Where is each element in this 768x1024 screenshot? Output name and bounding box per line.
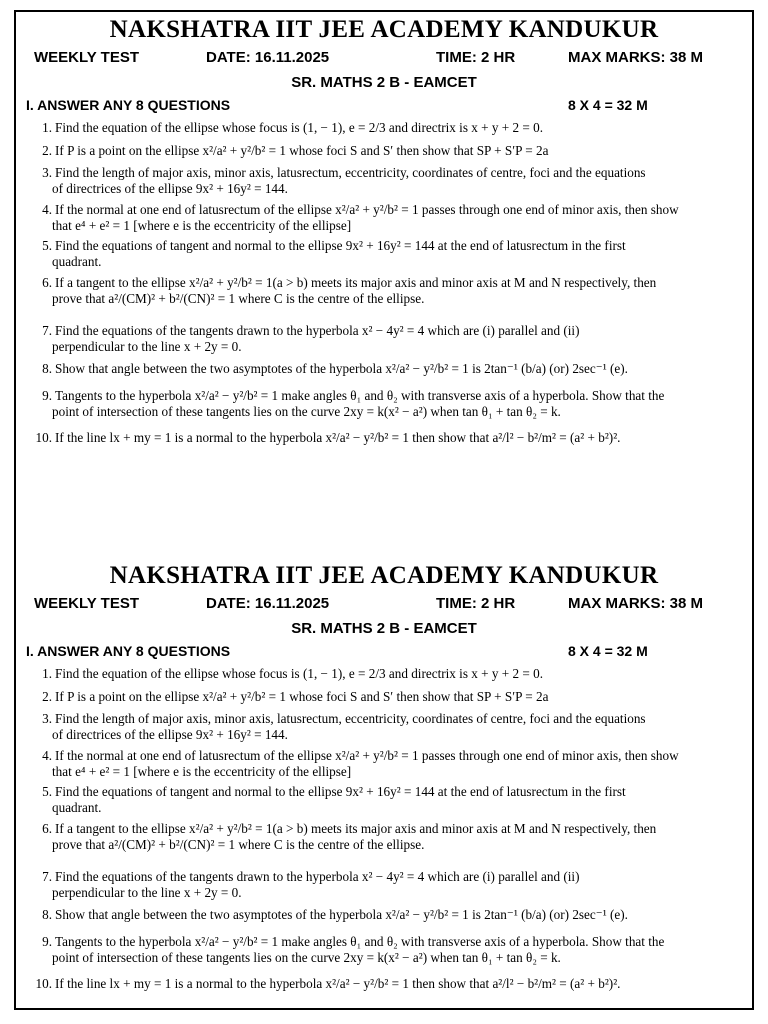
question-item (38, 143, 756, 159)
question-item (38, 869, 756, 900)
question-text: Find the equation of the ellipse whose focus is (1, − 1), e = 2/3 and directrix is x + y + 2 = 0. (55, 666, 544, 681)
test-date: DATE: 16.11.2025 (206, 49, 330, 66)
question-number: 6. (42, 275, 52, 290)
question-text: Show that angle between the two asymptotes of the hyperbola x²/a² − y²/b² = 1 is 2tan⁻¹ (b/a) (or) 2sec⁻¹ (e). (55, 907, 628, 922)
test-time: TIME: 2 HR (436, 595, 516, 612)
question-text: If the line lx + my = 1 is a normal to the hyperbola x²/a² − y²/b² = 1 then show that a²/l² − b²/m² = (a² + b²)². (55, 976, 621, 991)
test-type: WEEKLY TEST (34, 595, 140, 612)
question-number: 7. (42, 869, 52, 884)
question-text-continued: of directrices of the ellipse 9x² + 16y² = 144. (52, 180, 288, 196)
question-text: If the normal at one end of latusrectum of the ellipse x²/a² + y²/b² = 1 passes through one end of minor axis, then show (55, 202, 679, 217)
question-number: 4. (42, 748, 52, 763)
question-text-continued: perpendicular to the line x + 2y = 0. (52, 338, 242, 354)
max-marks: MAX MARKS: 38 M (568, 49, 704, 66)
question-number: 7. (42, 323, 52, 338)
section-heading: I. ANSWER ANY 8 QUESTIONS (26, 97, 231, 113)
question-text-continued: that e⁴ + e² = 1 [where e is the eccentricity of the ellipse] (52, 763, 352, 779)
page-border (14, 10, 754, 1010)
test-type: WEEKLY TEST (34, 49, 140, 66)
question-item (38, 748, 756, 779)
subject-title: SR. MATHS 2 B - EAMCET (291, 74, 477, 91)
question-text-continued: point of intersection of these tangents lies on the curve 2xy = k(x² − a²) when tan θ₁ + tan θ₂ = k. (52, 949, 561, 965)
question-number: 5. (42, 784, 52, 799)
question-text: Find the equations of tangent and normal to the ellipse 9x² + 16y² = 144 at the end of latusrectum in the first (55, 784, 626, 799)
question-text: Tangents to the hyperbola x²/a² − y²/b² = 1 make angles θ₁ and θ₂ with transverse axis of a hyperbola. Show that the (55, 388, 665, 403)
academy-title: NAKSHATRA IIT JEE ACADEMY KANDUKUR (109, 16, 659, 43)
question-text: Find the equations of tangent and normal to the ellipse 9x² + 16y² = 144 at the end of latusrectum in the first (55, 238, 626, 253)
question-text-continued: that e⁴ + e² = 1 [where e is the eccentricity of the ellipse] (52, 217, 352, 233)
question-item (38, 120, 756, 136)
question-number: 10. (35, 976, 52, 991)
question-number: 9. (42, 934, 52, 949)
question-item (38, 821, 756, 852)
question-number: 1. (42, 120, 52, 135)
question-number: 1. (42, 666, 52, 681)
question-item (38, 711, 756, 742)
question-text-continued: quadrant. (52, 799, 102, 815)
max-marks: MAX MARKS: 38 M (568, 595, 704, 612)
question-number: 10. (35, 430, 52, 445)
question-text: If P is a point on the ellipse x²/a² + y²/b² = 1 whose foci S and S′ then show that SP + S′P = 2a (55, 689, 549, 704)
academy-title: NAKSHATRA IIT JEE ACADEMY KANDUKUR (109, 562, 659, 589)
question-number: 9. (42, 388, 52, 403)
question-text: Show that angle between the two asymptotes of the hyperbola x²/a² − y²/b² = 1 is 2tan⁻¹ (b/a) (or) 2sec⁻¹ (e). (55, 361, 628, 376)
question-number: 8. (42, 907, 52, 922)
question-item (35, 976, 756, 992)
question-item (38, 323, 756, 354)
question-text-continued: quadrant. (52, 253, 102, 269)
section-heading: I. ANSWER ANY 8 QUESTIONS (26, 643, 231, 659)
question-text-continued: point of intersection of these tangents lies on the curve 2xy = k(x² − a²) when tan θ₁ + tan θ₂ = k. (52, 403, 561, 419)
question-text-continued: of directrices of the ellipse 9x² + 16y² = 144. (52, 726, 288, 742)
question-text: Find the equation of the ellipse whose focus is (1, − 1), e = 2/3 and directrix is x + y + 2 = 0. (55, 120, 544, 135)
question-number: 4. (42, 202, 52, 217)
question-item (38, 165, 756, 196)
section-marks: 8 X 4 = 32 M (568, 643, 648, 659)
question-item (38, 784, 756, 815)
section-marks: 8 X 4 = 32 M (568, 97, 648, 113)
test-date: DATE: 16.11.2025 (206, 595, 330, 612)
subject-title: SR. MATHS 2 B - EAMCET (291, 620, 477, 637)
question-item (38, 238, 756, 269)
question-number: 5. (42, 238, 52, 253)
question-text: Find the length of major axis, minor axis, latusrectum, eccentricity, coordinates of centre, foci and the equations (55, 711, 646, 726)
question-item (35, 430, 756, 446)
question-number: 8. (42, 361, 52, 376)
question-number: 3. (42, 711, 52, 726)
question-text: Find the length of major axis, minor axis, latusrectum, eccentricity, coordinates of centre, foci and the equations (55, 165, 646, 180)
question-text: Find the equations of the tangents drawn to the hyperbola x² − 4y² = 4 which are (i) parallel and (ii) (55, 323, 580, 338)
question-text: If P is a point on the ellipse x²/a² + y²/b² = 1 whose foci S and S′ then show that SP + S′P = 2a (55, 143, 549, 158)
question-number: 2. (42, 143, 52, 158)
question-item (38, 361, 756, 377)
question-number: 2. (42, 689, 52, 704)
question-number: 3. (42, 165, 52, 180)
question-text: If the line lx + my = 1 is a normal to the hyperbola x²/a² − y²/b² = 1 then show that a²/l² − b²/m² = (a² + b²)². (55, 430, 621, 445)
question-item (38, 907, 756, 923)
question-text: If a tangent to the ellipse x²/a² + y²/b² = 1(a > b) meets its major axis and minor axis at M and N respectively, then (55, 821, 657, 836)
question-item (38, 934, 756, 965)
question-text: If a tangent to the ellipse x²/a² + y²/b² = 1(a > b) meets its major axis and minor axis at M and N respectively, then (55, 275, 657, 290)
question-text: Find the equations of the tangents drawn to the hyperbola x² − 4y² = 4 which are (i) parallel and (ii) (55, 869, 580, 884)
question-text-continued: perpendicular to the line x + 2y = 0. (52, 884, 242, 900)
question-item (38, 275, 756, 306)
question-text-continued: prove that a²/(CM)² + b²/(CN)² = 1 where C is the centre of the ellipse. (52, 290, 425, 306)
question-item (38, 202, 756, 233)
question-text: Tangents to the hyperbola x²/a² − y²/b² = 1 make angles θ₁ and θ₂ with transverse axis of a hyperbola. Show that the (55, 934, 665, 949)
question-text: If the normal at one end of latusrectum of the ellipse x²/a² + y²/b² = 1 passes through one end of minor axis, then show (55, 748, 679, 763)
question-item (38, 666, 756, 682)
question-text-continued: prove that a²/(CM)² + b²/(CN)² = 1 where C is the centre of the ellipse. (52, 836, 425, 852)
question-item (38, 689, 756, 705)
test-time: TIME: 2 HR (436, 49, 516, 66)
question-number: 6. (42, 821, 52, 836)
question-item (38, 388, 756, 419)
